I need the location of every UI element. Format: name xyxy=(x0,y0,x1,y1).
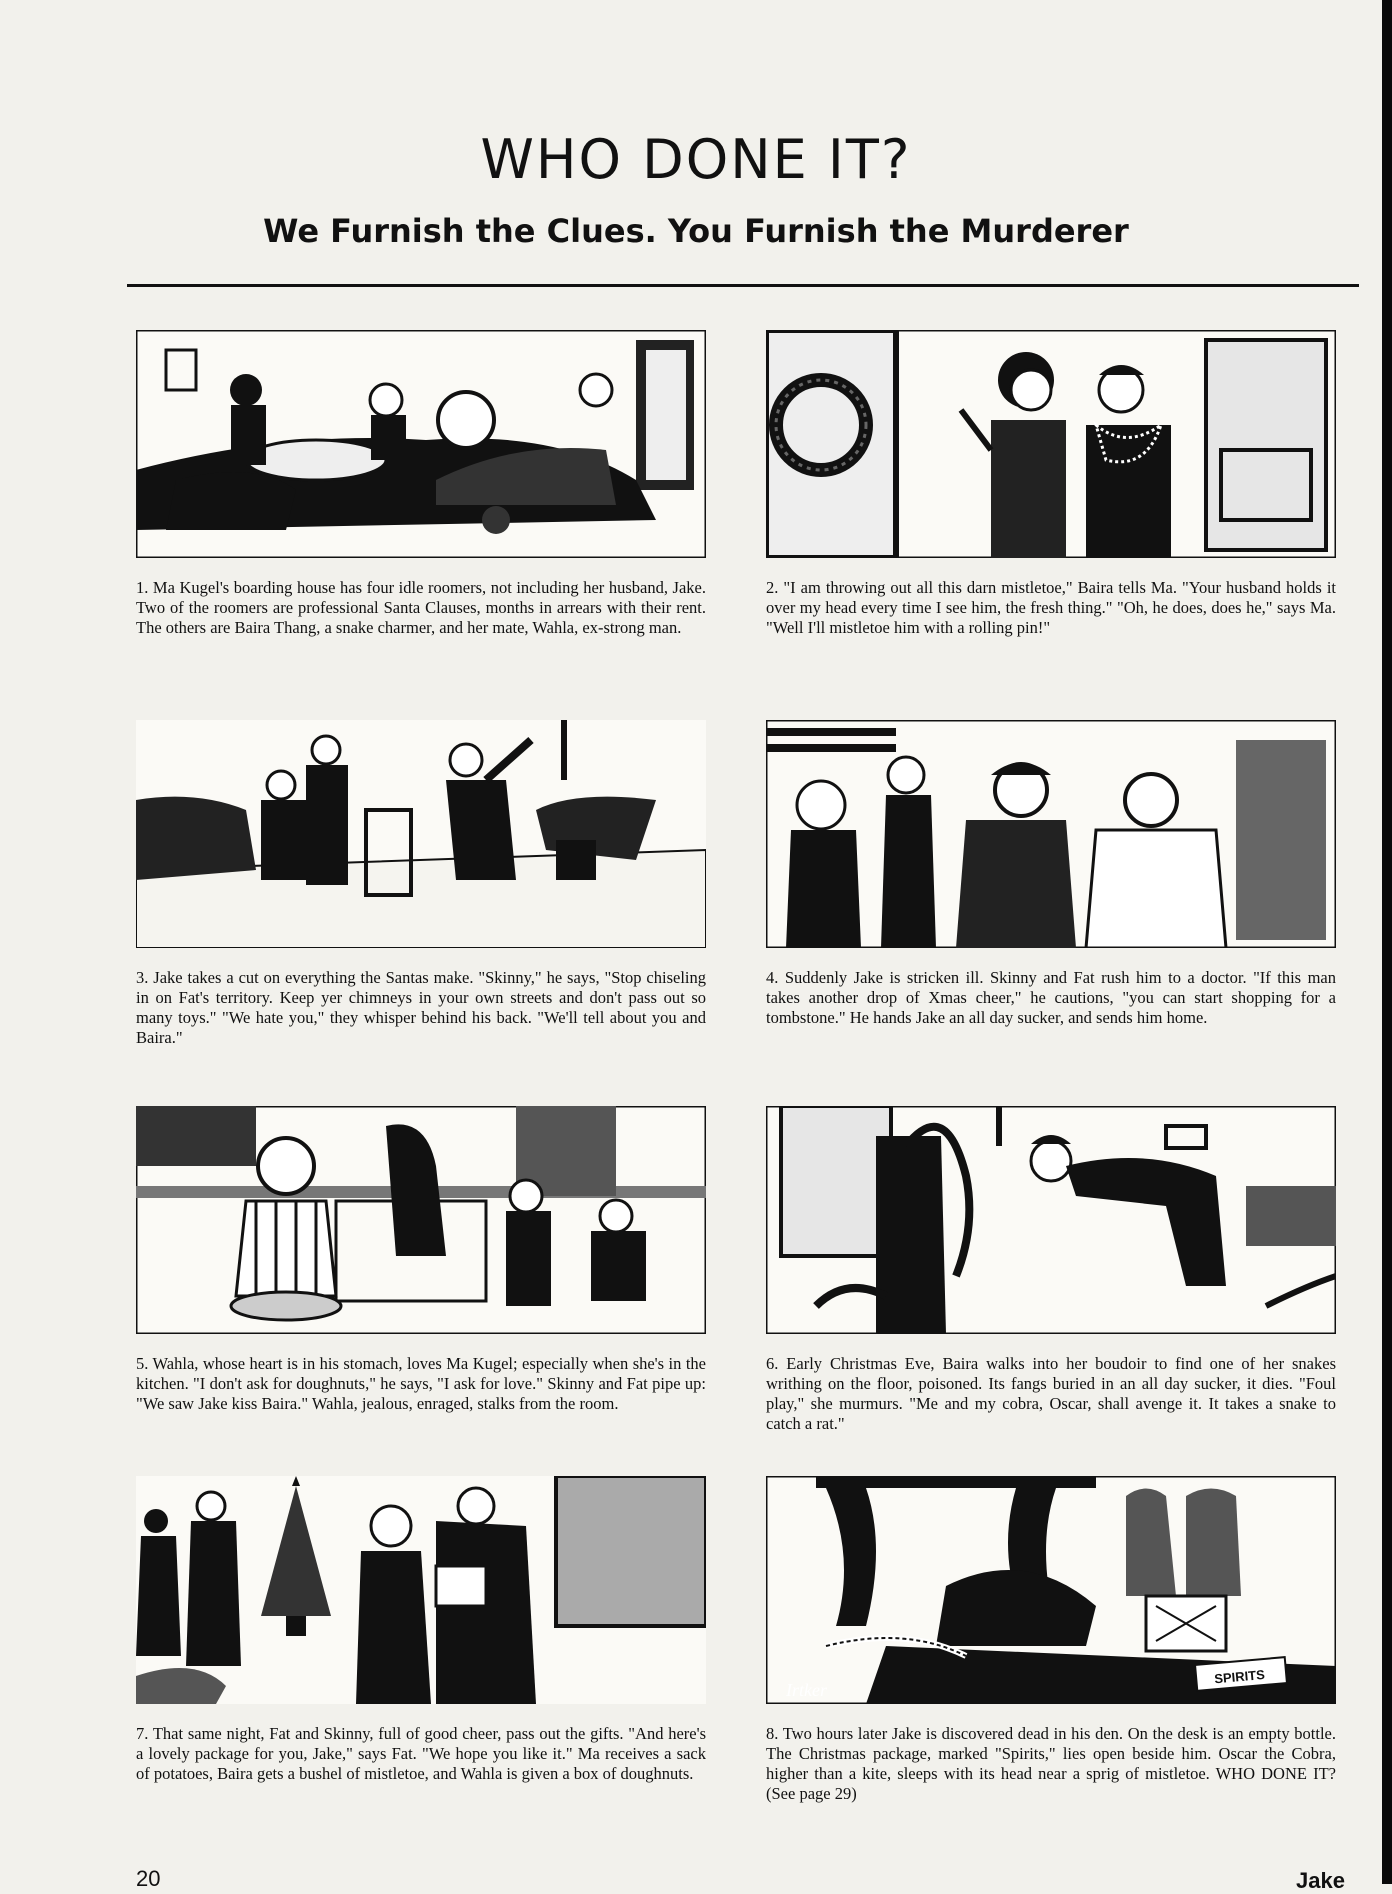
artist-signature: Irtker xyxy=(786,1680,827,1700)
running-head: Jake xyxy=(1296,1868,1345,1893)
cartoon-gift-exchange xyxy=(136,1476,706,1704)
panel-7 xyxy=(136,1476,706,1784)
page-title: WHO DONE IT? xyxy=(480,128,912,191)
cartoon-mistletoe-argument xyxy=(766,330,1336,558)
page-number: 20 xyxy=(136,1866,161,1891)
caption-6: 6. Early Christmas Eve, Baira walks into her boudoir to find one of her snakes writhing on the floor, poisoned. Its fangs buried in an all day sucker, it dies. "Foul play," she murmurs. "Me and my cobra, Oscar, shall avenge it. It takes a snake to catch a rat." xyxy=(766,1354,1336,1433)
panel-4 xyxy=(766,720,1336,1028)
caption-3: 3. Jake takes a cut on everything the Santas make. "Skinny," he says, "Stop chiseling in on Fat's territory. Keep yer chimneys in your own streets and don't pass out so many toys." "We hate you," they whisper behind his back. "We'll tell about you and Baira." xyxy=(136,968,706,1047)
panel-8 xyxy=(766,1476,1336,1804)
panel-5 xyxy=(136,1106,706,1414)
panel-2 xyxy=(766,330,1336,638)
cartoon-poisoned-snake xyxy=(766,1106,1336,1334)
cartoon-jake-found-dead xyxy=(766,1476,1336,1704)
cartoon-doctor-visit xyxy=(766,720,1336,948)
panel-6 xyxy=(766,1106,1336,1434)
panel-1 xyxy=(136,330,706,638)
caption-7: 7. That same night, Fat and Skinny, full of good cheer, pass out the gifts. "And here's a lovely package for you, Jake," says Fat. "We hope you like it." Ma receives a sack of potatoes, Baira gets a bushel of mistletoe, and Wahla is given a box of doughnuts. xyxy=(136,1724,706,1783)
cartoon-jake-scolds-santas xyxy=(136,720,706,948)
page-subtitle: We Furnish the Clues. You Furnish the Murderer xyxy=(263,212,1129,250)
spirits-package-label: SPIRITS xyxy=(1213,1666,1266,1687)
caption-2: 2. "I am throwing out all this darn mistletoe," Baira tells Ma. "Your husband holds it over my head every time I see him, the fresh thing." "Oh, he does, does he," says Ma. "Well I'll mistletoe him with a rolling pin!" xyxy=(766,578,1336,637)
page-edge xyxy=(1382,0,1392,1884)
caption-8: 8. Two hours later Jake is discovered dead in his den. On the desk is an empty bottle. The Christmas package, marked "Spirits," lies open beside him. Oscar the Cobra, higher than a kite, sleeps with its head near a sprig of mistletoe. WHO DONE IT? (See page 29) xyxy=(766,1724,1336,1803)
caption-4: 4. Suddenly Jake is stricken ill. Skinny and Fat rush him to a doctor. "If this man takes another drop of Xmas cheer," he cautions, "you can start shopping for a tombstone." He hands Jake an all day sucker, and sends him home. xyxy=(766,968,1336,1027)
cartoon-boarding-house-dinner xyxy=(136,330,706,558)
title-rule xyxy=(127,284,1359,287)
caption-1: 1. Ma Kugel's boarding house has four idle roomers, not including her husband, Jake. Two of the roomers are professional Santa Clauses, months in arrears with their rent. The others are Baira Thang, a snake charmer, and her mate, Wahla, ex-strong man. xyxy=(136,578,706,637)
cartoon-wahla-in-kitchen xyxy=(136,1106,706,1334)
caption-5: 5. Wahla, whose heart is in his stomach, loves Ma Kugel; especially when she's in the kitchen. "I don't ask for doughnuts," he says, "I ask for love." Skinny and Fat pipe up: "We saw Jake kiss Baira." Wahla, jealous, enraged, stalks from the room. xyxy=(136,1354,706,1413)
panel-3 xyxy=(136,720,706,1048)
